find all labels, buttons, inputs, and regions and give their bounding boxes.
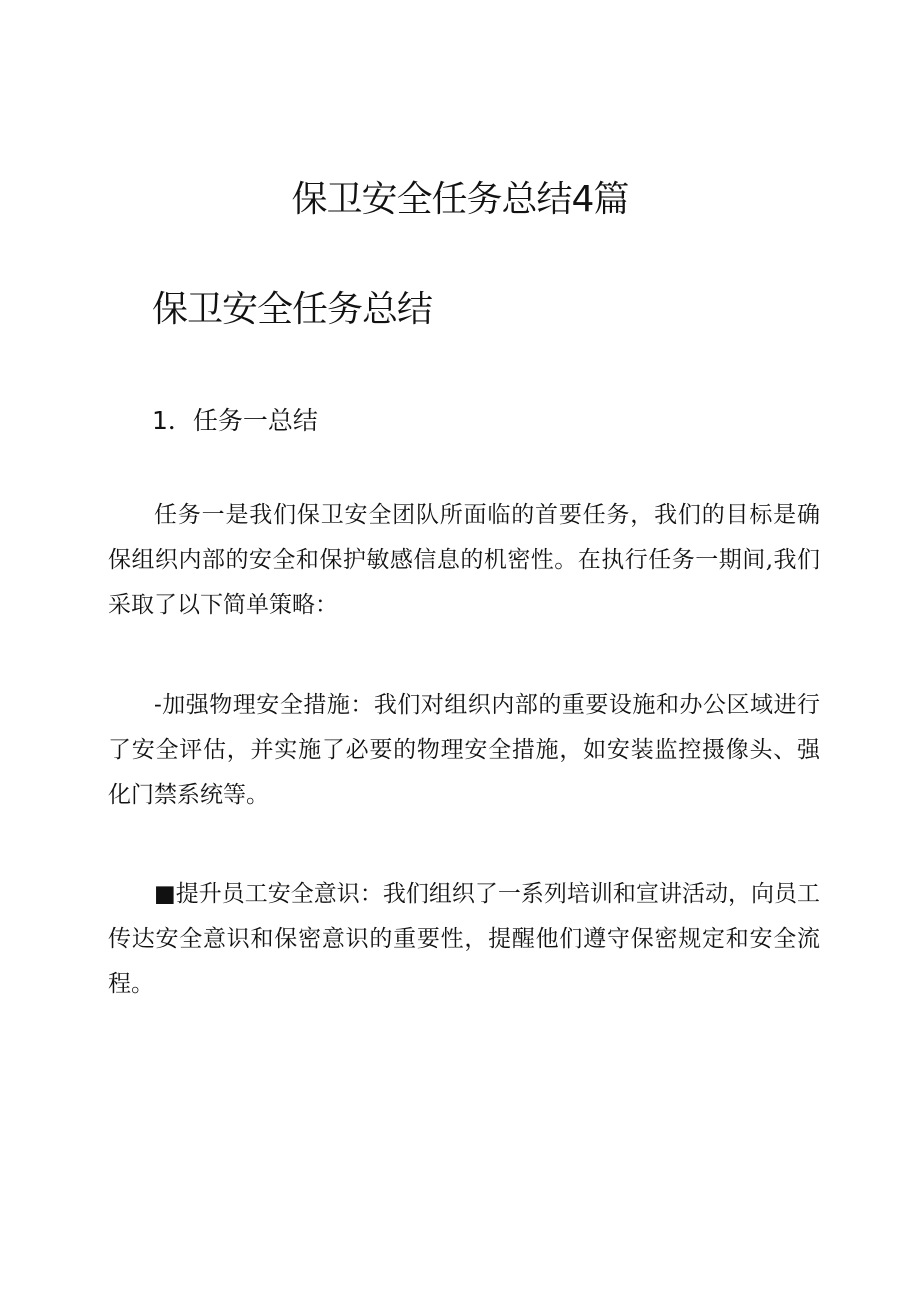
subsection-title: 1．任务一总结 [152, 406, 318, 435]
paragraph-physical-security: -加强物理安全措施：我们对组织内部的重要设施和办公区域进行了安全评估，并实施了必要的物理安全措施，如安装监控摄像头、强化门禁系统等。 [108, 692, 820, 808]
paragraph-task-one-intro: 任务一是我们保卫安全团队所面临的首要任务，我们的目标是确保组织内部的安全和保护敏感信息的机密性。在执行任务一期间,我们采取了以下简单策略： [108, 502, 820, 618]
paragraph-staff-awareness: ■提升员工安全意识：我们组织了一系列培训和宣讲活动，向员工传达安全意识和保密意识的重要性，提醒他们遵守保密规定和安全流程。 [108, 881, 820, 997]
section-title: 保卫安全任务总结 [152, 289, 433, 330]
document-title: 保卫安全任务总结4篇 [291, 179, 629, 220]
